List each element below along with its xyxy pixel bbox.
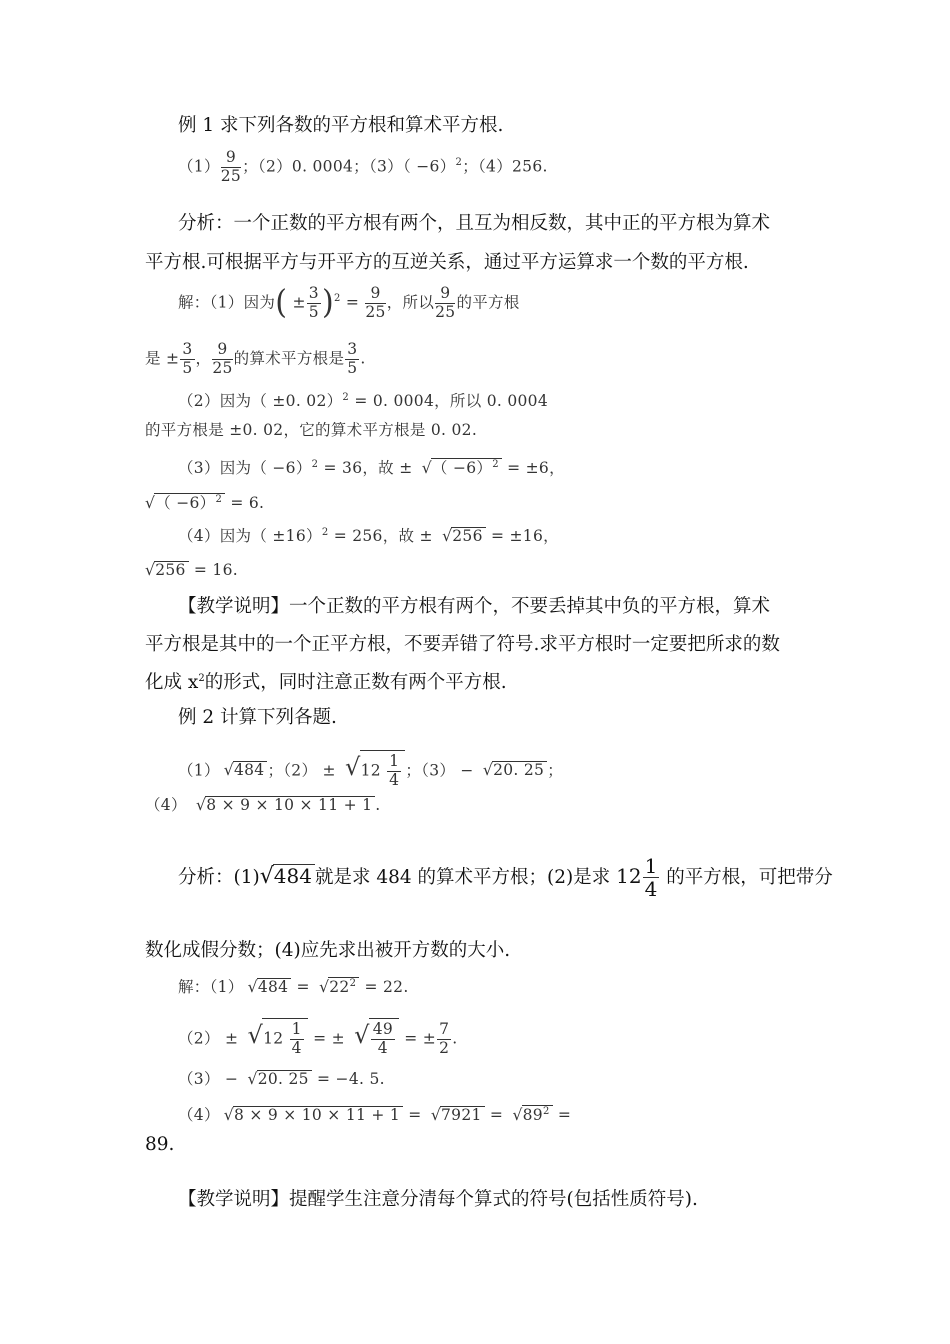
radical-icon: √ <box>145 494 156 513</box>
radical-icon: √ <box>442 527 453 545</box>
fraction-3-5: $\frac{3}{5}$ <box>182 340 193 377</box>
analysis-2-line-1: 分析：(1)√484 就是求 484 的算术平方根；(2)是求 12 $\frac{1}{4}$ 的平方根，可把带分 <box>178 854 833 902</box>
fraction-9-25: $\frac{9}{25}$ <box>435 284 456 321</box>
fraction-9-25: $\frac{9}{25}$ <box>220 148 242 185</box>
radical-icon: √ <box>247 1021 264 1050</box>
solution-1-part-3-cont: √（ −6）$^2$ = 6. <box>145 494 265 513</box>
radical-icon: √ <box>482 761 494 780</box>
example-2-items-line-2: （4） √8 × 9 × 10 × 11 + 1 . <box>145 796 381 814</box>
solution-1-part-2: （2）因为（ ±0. 02）$^2$ = 0. 0004，所以 0. 0004 <box>178 392 548 411</box>
teaching-note-1-line-3: 化成 $x^2$的形式，同时注意正数有两个平方根. <box>145 672 507 694</box>
fraction-3-5: $\frac{3}{5}$ <box>347 340 358 377</box>
solution-2-part-2: （2） ± √12 $\frac{1}{4}$ = ± √ $\frac{49}{4}$ = ± $\frac{7}{2}$ . <box>178 1020 458 1057</box>
radical-icon: √ <box>145 561 156 579</box>
solution-1-part-3: （3）因为（ −6）$^2$ = 36，故 ± √（ −6）$^2$ = ±6， <box>178 459 565 478</box>
example-1-items: （1） $\frac{9}{25}$ ；（2）0. 0004；$(3)( -6)^2$；（4）256. <box>178 148 548 185</box>
fraction-3-5: $\frac{3}{5}$ <box>308 284 319 321</box>
radical-icon: √ <box>196 796 207 814</box>
fraction-1-4: $\frac{1}{4}$ <box>389 752 400 789</box>
analysis-1-line-2: 平方根.可根据平方与开平方的互逆关系，通过平方运算求一个数的平方根. <box>145 252 749 273</box>
radical-icon: √ <box>259 863 274 889</box>
radical-icon: √ <box>512 1106 523 1125</box>
teaching-note-1-line-1: 【教学说明】一个正数的平方根有两个，不要丢掉其中负的平方根，算术 <box>178 596 771 617</box>
fraction-49-4: $\frac{49}{4}$ <box>372 1020 394 1057</box>
radical-icon: √ <box>430 1106 442 1125</box>
radical-icon: √ <box>319 978 330 997</box>
solution-1-line-2: 是 ± $\frac{3}{5}$ ， $\frac{9}{25}$ 的算术平方根是 $\frac{3}{5}$ . <box>145 340 366 377</box>
example-2-items-line-1: （1） √484 ；（2） ± √12 $\frac{1}{4}$ ；（3） − √20. 25 ； <box>178 752 564 789</box>
solution-1-part-4-cont: √256 = 16. <box>145 561 238 579</box>
fraction-1-4: $\frac{1}{4}$ <box>291 1020 302 1057</box>
example-1-title: 例 1 求下列各数的平方根和算术平方根. <box>178 115 504 136</box>
solution-1-part-4: （4）因为（ ±16）$^2$ = 256，故 ± √256 = ±16， <box>178 526 559 545</box>
fraction-7-2: $\frac{7}{2}$ <box>439 1020 450 1057</box>
solution-2-part-4: （4） $√8 \times 9 \times 10 \times 11 + 1 = √7921 = √89^2$ = <box>178 1106 572 1125</box>
fraction-9-25: $\frac{9}{25}$ <box>365 284 386 321</box>
radical-icon: √ <box>247 978 258 997</box>
radical-icon: √ <box>354 1021 370 1050</box>
fraction-9-25: $\frac{9}{25}$ <box>212 340 233 377</box>
radical-icon: √ <box>345 753 361 782</box>
analysis-2-line-2: 数化成假分数；(4)应先求出被开方数的大小. <box>145 940 511 961</box>
solution-2-part-4-cont: 89. <box>145 1134 175 1155</box>
radical-icon: √ <box>223 761 234 780</box>
solution-1-line-1: 解：（1）因为( ± $\frac{3}{5}$ )$^2$ = $\frac{9}{25}$ ，所以 $\frac{9}{25}$ 的平方根 <box>178 283 520 322</box>
radical-icon: √ <box>223 1106 234 1125</box>
radical-icon: √ <box>421 459 432 478</box>
example-2-title: 例 2 计算下列各题. <box>178 707 337 728</box>
solution-2-part-1: 解：（1） $√484 = √22^2 = 22$. <box>178 978 409 997</box>
solution-2-part-3: （3） − √20. 25 = −4. 5. <box>178 1070 385 1088</box>
fraction-1-4: $\frac{1}{4}$ <box>644 854 658 902</box>
teaching-note-1-line-2: 平方根是其中的一个正平方根，不要弄错了符号.求平方根时一定要把所求的数 <box>145 634 780 655</box>
solution-1-part-2-cont: 的平方根是 ±0. 02，它的算术平方根是 0. 02. <box>145 421 478 439</box>
teaching-note-2-line-1: 【教学说明】提醒学生注意分清每个算式的符号(包括性质符号). <box>178 1189 698 1210</box>
analysis-1-line-1: 分析：一个正数的平方根有两个，且互为相反数，其中正的平方根为算术 <box>178 213 771 234</box>
radical-icon: √ <box>247 1070 258 1088</box>
